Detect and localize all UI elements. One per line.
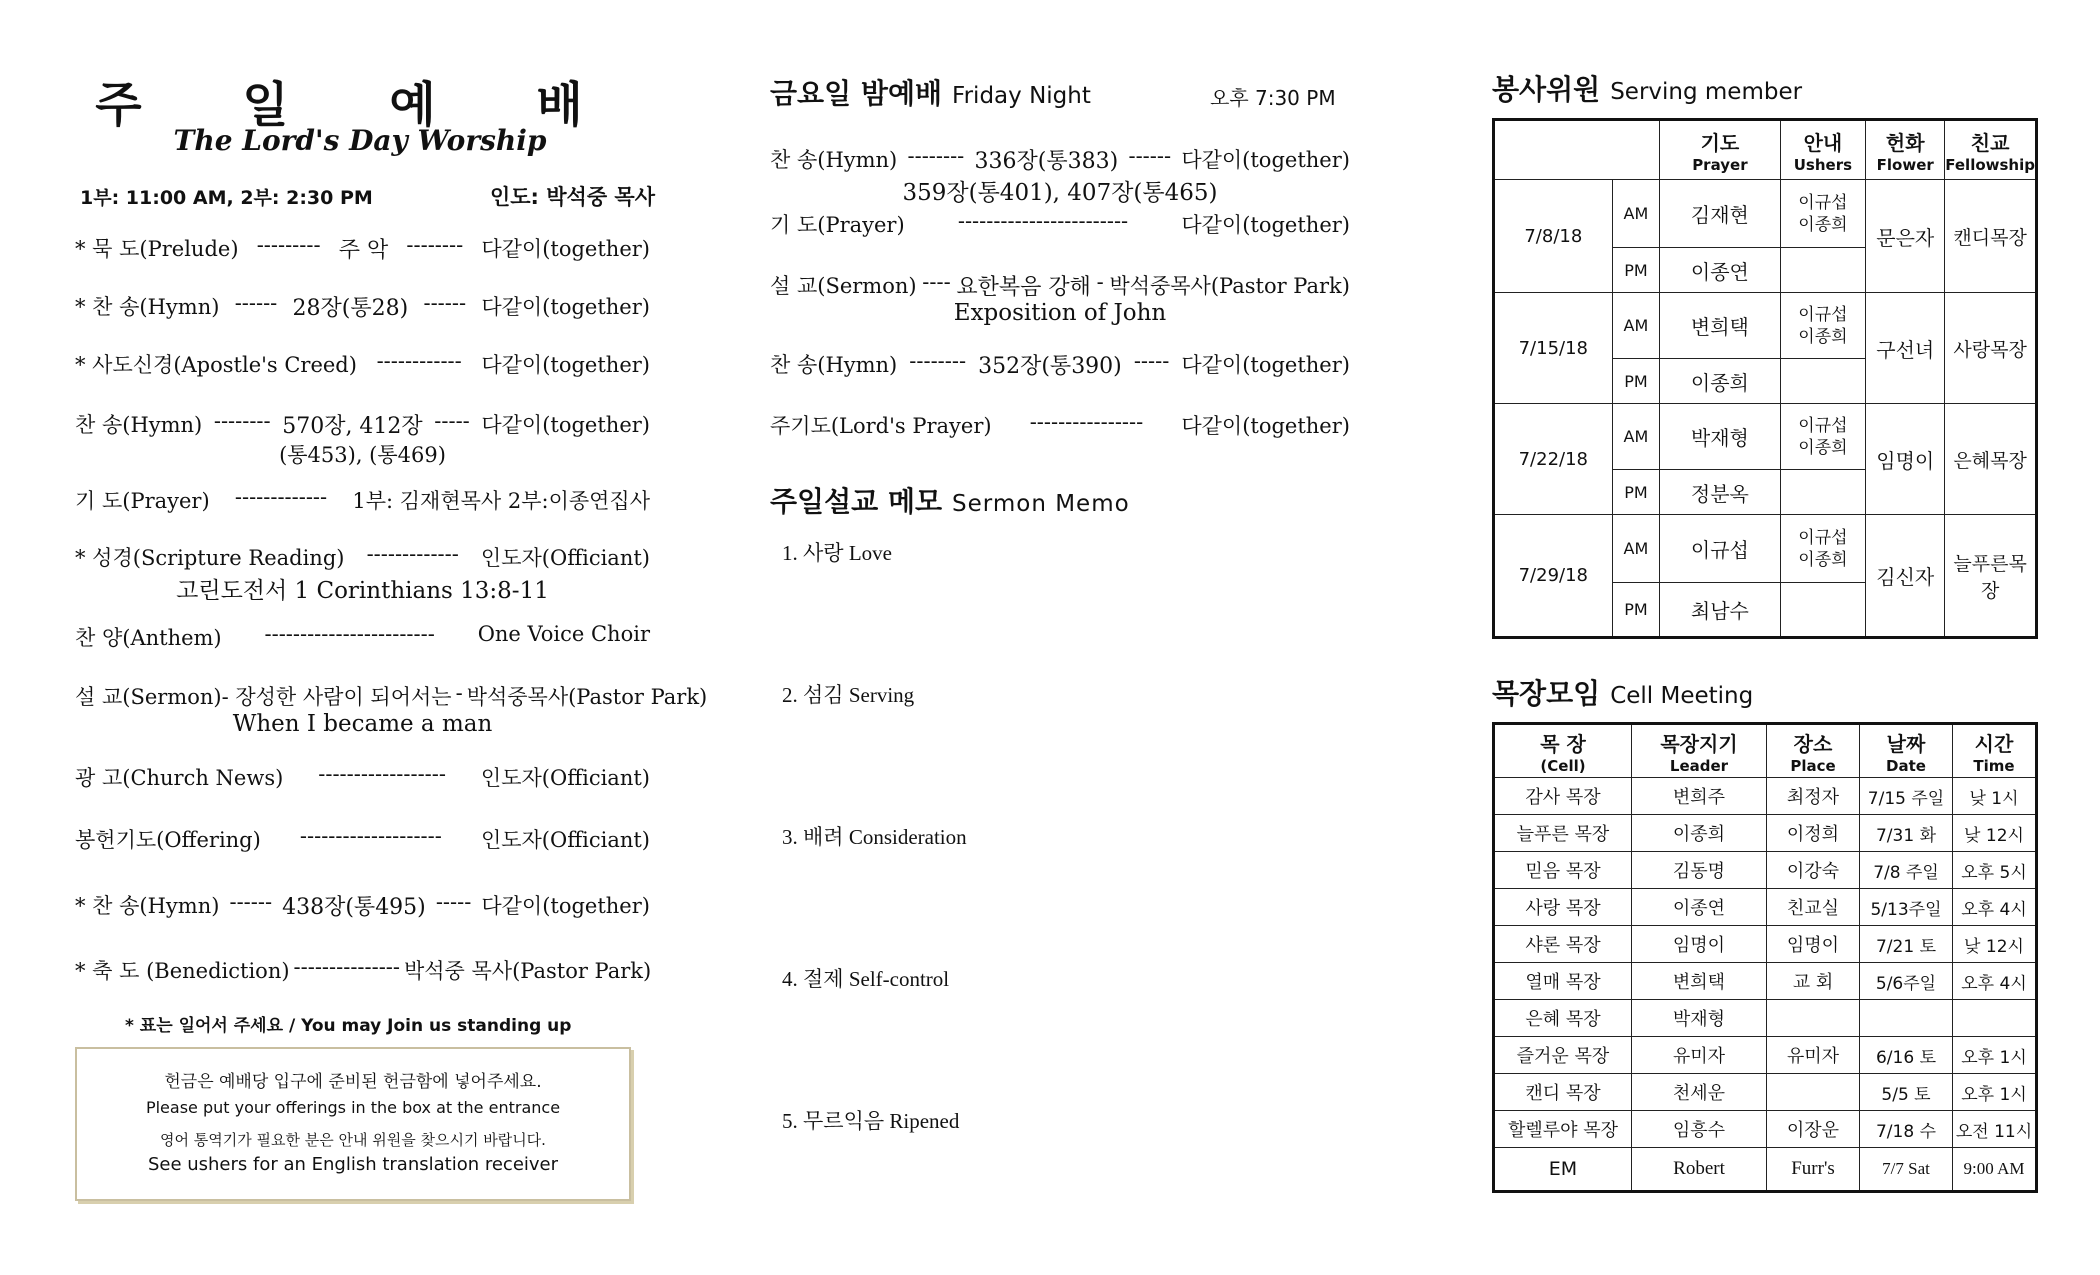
friday-time: 오후 7:30 PM bbox=[1210, 86, 1336, 110]
worship-title: 주 일 예 배 bbox=[95, 77, 625, 133]
leader-dash: ------------------------ bbox=[264, 622, 435, 646]
ushers-pm-empty bbox=[1780, 470, 1866, 515]
leader-dash: -------- bbox=[406, 233, 464, 257]
serving-date: 7/29/18 bbox=[1494, 515, 1613, 638]
leader-dash: --------- bbox=[256, 233, 321, 257]
cell-header-cell: 목 장 (Cell) bbox=[1494, 724, 1632, 778]
flower: 임명이 bbox=[1866, 404, 1945, 515]
order-item bbox=[75, 349, 650, 379]
friday-item bbox=[770, 144, 1350, 175]
pm-prayer: 정분옥 bbox=[1660, 470, 1780, 515]
serving-date: 7/15/18 bbox=[1494, 293, 1613, 404]
leader-dash: - bbox=[1096, 270, 1104, 294]
cell-time: 오후 5시 bbox=[1953, 852, 2037, 889]
cell-date bbox=[1860, 1000, 1953, 1037]
cell-place: 이강숙 bbox=[1767, 852, 1860, 889]
item-label: 설 교(Sermon) bbox=[770, 274, 917, 298]
am-label: AM bbox=[1612, 180, 1660, 248]
item-leader: 다같이(together) bbox=[1181, 414, 1350, 438]
pm-label: PM bbox=[1612, 470, 1660, 515]
cell-name: 즐거운 목장 bbox=[1494, 1037, 1632, 1074]
leader-dash: -------------------- bbox=[299, 824, 442, 848]
item-detail: 438장(통495) bbox=[282, 895, 426, 920]
leader-dash: ----- bbox=[435, 890, 472, 914]
pm-prayer: 이종연 bbox=[1660, 248, 1780, 293]
memo-title bbox=[770, 480, 1130, 520]
cell-place bbox=[1767, 1000, 1860, 1037]
leader-dash: ------------------------ bbox=[957, 209, 1129, 233]
table-row bbox=[1494, 852, 2037, 889]
order-item bbox=[75, 409, 650, 440]
leader-dash: ------------- bbox=[366, 542, 459, 566]
ushers-pm-empty bbox=[1780, 583, 1866, 638]
leader-dash: ------ bbox=[234, 291, 278, 315]
memo-point: 5. 무르익음 Ripened bbox=[782, 1109, 960, 1133]
leader-dash: --------------- bbox=[293, 955, 400, 979]
item-leader: One Voice Choir bbox=[477, 622, 650, 646]
leader-dash: ----- bbox=[434, 409, 470, 433]
order-item bbox=[75, 233, 650, 264]
notice-line-1: 헌금은 예배당 입구에 준비된 헌금함에 넣어주세요. bbox=[164, 1072, 542, 1092]
fellowship: 사랑목장 bbox=[1945, 293, 2037, 404]
cell-time: 낮 12시 bbox=[1953, 815, 2037, 852]
cell-place: 이정희 bbox=[1767, 815, 1860, 852]
memo-point: 4. 절제 Self-control bbox=[782, 967, 950, 991]
item-label: 찬 송(Hymn) bbox=[75, 413, 203, 437]
serving-title-ko: 봉사위원 bbox=[1492, 73, 1601, 106]
cell-time: 낮 12시 bbox=[1953, 926, 2037, 963]
order-item bbox=[75, 824, 650, 854]
item-leader: 다같이(together) bbox=[481, 237, 650, 261]
item-label: 봉헌기도(Offering) bbox=[75, 828, 261, 852]
cell-time: 오후 1시 bbox=[1953, 1037, 2037, 1074]
cell-time: 낮 1시 bbox=[1953, 778, 2037, 815]
cell-place: 유미자 bbox=[1767, 1037, 1860, 1074]
item-subtext: (통453), (통469) bbox=[279, 443, 446, 467]
cell-table bbox=[1492, 722, 2038, 1193]
table-row bbox=[1494, 1037, 2037, 1074]
item-subtext: 고린도전서 1 Corinthians 13:8-11 bbox=[176, 578, 549, 604]
cell-leader: 임흥수 bbox=[1632, 1111, 1767, 1148]
order-item bbox=[75, 291, 650, 322]
serving-header-fellowship: 친교 Fellowship bbox=[1945, 120, 2037, 180]
item-label: * 축 도 (Benediction) bbox=[75, 959, 290, 983]
ushers-pm-empty bbox=[1780, 248, 1866, 293]
leader-dash: ---------------- bbox=[1029, 410, 1144, 434]
cell-date: 7/18 수 bbox=[1860, 1111, 1953, 1148]
cell-date: 7/31 화 bbox=[1860, 815, 1953, 852]
item-leader: 다같이(together) bbox=[481, 894, 650, 918]
cell-date: 5/6주일 bbox=[1860, 963, 1953, 1000]
cell-date: 7/15 주일 bbox=[1860, 778, 1953, 815]
leader-dash: -------- bbox=[213, 409, 271, 433]
cell-header-leader: 목장지기 Leader bbox=[1632, 724, 1767, 778]
cell-name: 믿음 목장 bbox=[1494, 852, 1632, 889]
friday-item bbox=[770, 270, 1350, 301]
pm-label: PM bbox=[1612, 359, 1660, 404]
item-detail: 28장(통28) bbox=[292, 296, 409, 321]
item-leader: 다같이(together) bbox=[1181, 213, 1350, 237]
cell-name: 샤론 목장 bbox=[1494, 926, 1632, 963]
table-row bbox=[1494, 1111, 2037, 1148]
item-label: * 찬 송(Hymn) bbox=[75, 894, 220, 918]
pm-label: PM bbox=[1612, 583, 1660, 638]
fellowship: 은혜목장 bbox=[1945, 404, 2037, 515]
item-detail: 336장(통383) bbox=[974, 149, 1119, 174]
item-label: 찬 양(Anthem) bbox=[75, 626, 222, 650]
item-label: 찬 송(Hymn) bbox=[770, 148, 898, 172]
pm-label: PM bbox=[1612, 248, 1660, 293]
cell-leader: 이종희 bbox=[1632, 815, 1767, 852]
cell-date: 7/8 주일 bbox=[1860, 852, 1953, 889]
item-label: * 묵 도(Prelude) bbox=[75, 237, 239, 261]
memo-title-ko: 주일설교 메모 bbox=[770, 485, 943, 518]
cell-name: 캔디 목장 bbox=[1494, 1074, 1632, 1111]
table-row bbox=[1494, 1000, 2037, 1037]
friday-title-en: Friday Night bbox=[952, 83, 1091, 109]
item-detail: 570장, 412장 bbox=[282, 414, 423, 439]
cell-name: 감사 목장 bbox=[1494, 778, 1632, 815]
cell-date: 6/16 토 bbox=[1860, 1037, 1953, 1074]
fellowship: 늘푸른목장 bbox=[1945, 515, 2037, 638]
friday-title bbox=[770, 72, 1091, 112]
cell-name: 사랑 목장 bbox=[1494, 889, 1632, 926]
cell-leader: 변희주 bbox=[1632, 778, 1767, 815]
table-row bbox=[1494, 963, 2037, 1000]
item-label: 설 교(Sermon)- 장성한 사람이 되어서는 bbox=[75, 685, 452, 709]
cell-leader: 변희택 bbox=[1632, 963, 1767, 1000]
cell-header-place: 장소 Place bbox=[1767, 724, 1860, 778]
item-leader: 인도자(Officiant) bbox=[480, 828, 650, 852]
offering-notice bbox=[75, 1047, 631, 1201]
item-leader: 박석중목사(Pastor Park) bbox=[1109, 274, 1350, 298]
flower: 문은자 bbox=[1866, 180, 1945, 293]
item-subtext: 359장(통401), 407장(통465) bbox=[902, 180, 1218, 206]
leader-dash: ---- bbox=[922, 270, 951, 294]
cell-time: 오후 4시 bbox=[1953, 963, 2037, 1000]
serving-header-prayer: 기도 Prayer bbox=[1660, 120, 1780, 180]
cell-name: 열매 목장 bbox=[1494, 963, 1632, 1000]
ushers-pm-empty bbox=[1780, 359, 1866, 404]
cell-time: 오후 1시 bbox=[1953, 1074, 2037, 1111]
cell-header-date: 날짜 Date bbox=[1860, 724, 1953, 778]
friday-item bbox=[770, 209, 1350, 239]
item-leader: 다같이(together) bbox=[1181, 148, 1350, 172]
cell-leader: 이종연 bbox=[1632, 889, 1767, 926]
serving-header-date bbox=[1494, 120, 1660, 180]
item-label: 주기도(Lord's Prayer) bbox=[770, 414, 992, 438]
item-leader: 다같이(together) bbox=[481, 413, 650, 437]
cell-place: 교 회 bbox=[1767, 963, 1860, 1000]
friday-item bbox=[770, 410, 1350, 440]
cell-name: EM bbox=[1494, 1148, 1632, 1192]
table-row bbox=[1494, 1074, 2037, 1111]
item-label: 기 도(Prayer) bbox=[75, 489, 210, 513]
item-leader: 다같이(together) bbox=[481, 295, 650, 319]
leader-dash: ------------- bbox=[234, 485, 328, 509]
serving-header-flower: 헌화 Flower bbox=[1866, 120, 1945, 180]
pm-prayer: 최남수 bbox=[1660, 583, 1780, 638]
item-detail: 352장(통390) bbox=[978, 354, 1122, 379]
cell-time: 오후 4시 bbox=[1953, 889, 2037, 926]
item-detail: 주 악 bbox=[338, 238, 389, 263]
leader-dash: ------ bbox=[423, 291, 467, 315]
item-label: 기 도(Prayer) bbox=[770, 213, 905, 237]
am-prayer: 변희택 bbox=[1660, 293, 1780, 359]
leader-dash: ------------------ bbox=[318, 762, 446, 786]
cell-header-time: 시간 Time bbox=[1953, 724, 2037, 778]
order-item bbox=[75, 890, 650, 921]
cell-name: 은혜 목장 bbox=[1494, 1000, 1632, 1037]
leader-dash: ----- bbox=[1133, 349, 1170, 373]
ushers: 이규섭 이종희 bbox=[1780, 515, 1866, 583]
friday-item bbox=[770, 349, 1350, 380]
table-row bbox=[1494, 815, 2037, 852]
serving-header-ushers: 안내 Ushers bbox=[1780, 120, 1866, 180]
service-times: 1부: 11:00 AM, 2부: 2:30 PM bbox=[80, 187, 373, 209]
cell-title-ko: 목장모임 bbox=[1492, 677, 1601, 710]
table-row bbox=[1494, 889, 2037, 926]
cell-place: 최정자 bbox=[1767, 778, 1860, 815]
am-label: AM bbox=[1612, 404, 1660, 470]
cell-title bbox=[1492, 672, 1753, 712]
order-item bbox=[75, 955, 650, 985]
leader-dash: -------- bbox=[907, 144, 965, 168]
leader-dash: ------ bbox=[1128, 144, 1172, 168]
table-row bbox=[1494, 1148, 2037, 1192]
ushers: 이규섭 이종희 bbox=[1780, 180, 1866, 248]
notice-line-4: See ushers for an English translation receiver bbox=[147, 1154, 559, 1175]
leader-dash: ------------ bbox=[376, 349, 462, 373]
flower: 김신자 bbox=[1866, 515, 1945, 638]
order-item bbox=[75, 542, 650, 572]
item-label: 찬 송(Hymn) bbox=[770, 353, 898, 377]
fellowship: 캔디목장 bbox=[1945, 180, 2037, 293]
item-leader: 다같이(together) bbox=[481, 353, 650, 377]
serving-date: 7/8/18 bbox=[1494, 180, 1613, 293]
item-leader: 박석중 목사(Pastor Park) bbox=[403, 959, 652, 983]
am-label: AM bbox=[1612, 515, 1660, 583]
memo-point: 3. 배려 Consideration bbox=[782, 825, 967, 849]
cell-date: 5/5 토 bbox=[1860, 1074, 1953, 1111]
cell-name: 할렐루야 목장 bbox=[1494, 1111, 1632, 1148]
item-label: * 성경(Scripture Reading) bbox=[75, 546, 345, 570]
cell-place: Furr's bbox=[1767, 1148, 1860, 1192]
item-subtext: When I became a man bbox=[232, 711, 493, 737]
memo-point: 1. 사랑 Love bbox=[782, 541, 892, 565]
cell-leader: 김동명 bbox=[1632, 852, 1767, 889]
cell-time bbox=[1953, 1000, 2037, 1037]
cell-leader: 임명이 bbox=[1632, 926, 1767, 963]
item-label: * 찬 송(Hymn) bbox=[75, 295, 220, 319]
friday-title-ko: 금요일 밤예배 bbox=[770, 77, 943, 110]
am-prayer: 이규섭 bbox=[1660, 515, 1780, 583]
item-leader: 인도자(Officiant) bbox=[480, 546, 650, 570]
memo-title-en: Sermon Memo bbox=[952, 491, 1130, 517]
cell-date: 7/21 토 bbox=[1860, 926, 1953, 963]
am-label: AM bbox=[1612, 293, 1660, 359]
item-leader: 1부: 김재현목사 2부:이종연집사 bbox=[352, 489, 650, 513]
cell-place: 친교실 bbox=[1767, 889, 1860, 926]
cell-time: 오전 11시 bbox=[1953, 1111, 2037, 1148]
cell-name: 늘푸른 목장 bbox=[1494, 815, 1632, 852]
am-prayer: 김재현 bbox=[1660, 180, 1780, 248]
ushers: 이규섭 이종희 bbox=[1780, 404, 1866, 470]
am-prayer: 박재형 bbox=[1660, 404, 1780, 470]
cell-date: 7/7 Sat bbox=[1860, 1148, 1953, 1192]
pm-prayer: 이종희 bbox=[1660, 359, 1780, 404]
cell-leader: 천세운 bbox=[1632, 1074, 1767, 1111]
notice-line-3: 영어 통역기가 필요한 분은 안내 위원을 찾으시기 바랍니다. bbox=[160, 1131, 546, 1149]
cell-leader: 유미자 bbox=[1632, 1037, 1767, 1074]
order-item bbox=[75, 681, 708, 711]
leader-dash: - bbox=[455, 681, 463, 705]
cell-place: 임명이 bbox=[1767, 926, 1860, 963]
cell-time: 9:00 AM bbox=[1953, 1148, 2037, 1192]
cell-date: 5/13주일 bbox=[1860, 889, 1953, 926]
cell-place bbox=[1767, 1074, 1860, 1111]
serving-table bbox=[1492, 118, 2038, 639]
order-item bbox=[75, 485, 650, 515]
schedule-column bbox=[1492, 0, 2052, 1275]
worship-leader: 인도: 박석중 목사 bbox=[489, 185, 655, 209]
table-row bbox=[1494, 778, 2037, 815]
table-row bbox=[1494, 926, 2037, 963]
item-detail: 요한복음 강해 bbox=[956, 275, 1091, 300]
cell-place: 이장운 bbox=[1767, 1111, 1860, 1148]
serving-title bbox=[1492, 68, 1802, 108]
memo-point: 2. 섬김 Serving bbox=[782, 683, 915, 707]
serving-date: 7/22/18 bbox=[1494, 404, 1613, 515]
ushers: 이규섭 이종희 bbox=[1780, 293, 1866, 359]
item-leader: 박석중목사(Pastor Park) bbox=[466, 685, 708, 709]
standing-note: * 표는 일어서 주세요 / You may Join us standing up bbox=[125, 1016, 572, 1036]
worship-subtitle: The Lord's Day Worship bbox=[173, 124, 547, 157]
serving-title-en: Serving member bbox=[1610, 79, 1803, 105]
flower: 구선녀 bbox=[1866, 293, 1945, 404]
item-label: * 사도신경(Apostle's Creed) bbox=[75, 353, 357, 377]
cell-leader: Robert bbox=[1632, 1148, 1767, 1192]
order-item bbox=[75, 762, 650, 792]
worship-column bbox=[75, 0, 708, 1275]
leader-dash: ------ bbox=[229, 890, 273, 914]
order-item bbox=[75, 622, 650, 652]
item-leader: 다같이(together) bbox=[1181, 353, 1350, 377]
leader-dash: -------- bbox=[909, 349, 967, 373]
notice-line-2: Please put your offerings in the box at the entrance bbox=[145, 1098, 561, 1117]
friday-column bbox=[770, 0, 1350, 1275]
item-leader: 인도자(Officiant) bbox=[480, 766, 650, 790]
cell-title-en: Cell Meeting bbox=[1610, 683, 1754, 709]
item-label: 광 고(Church News) bbox=[75, 766, 284, 790]
item-subtext: Exposition of John bbox=[953, 300, 1167, 326]
cell-leader: 박재형 bbox=[1632, 1000, 1767, 1037]
